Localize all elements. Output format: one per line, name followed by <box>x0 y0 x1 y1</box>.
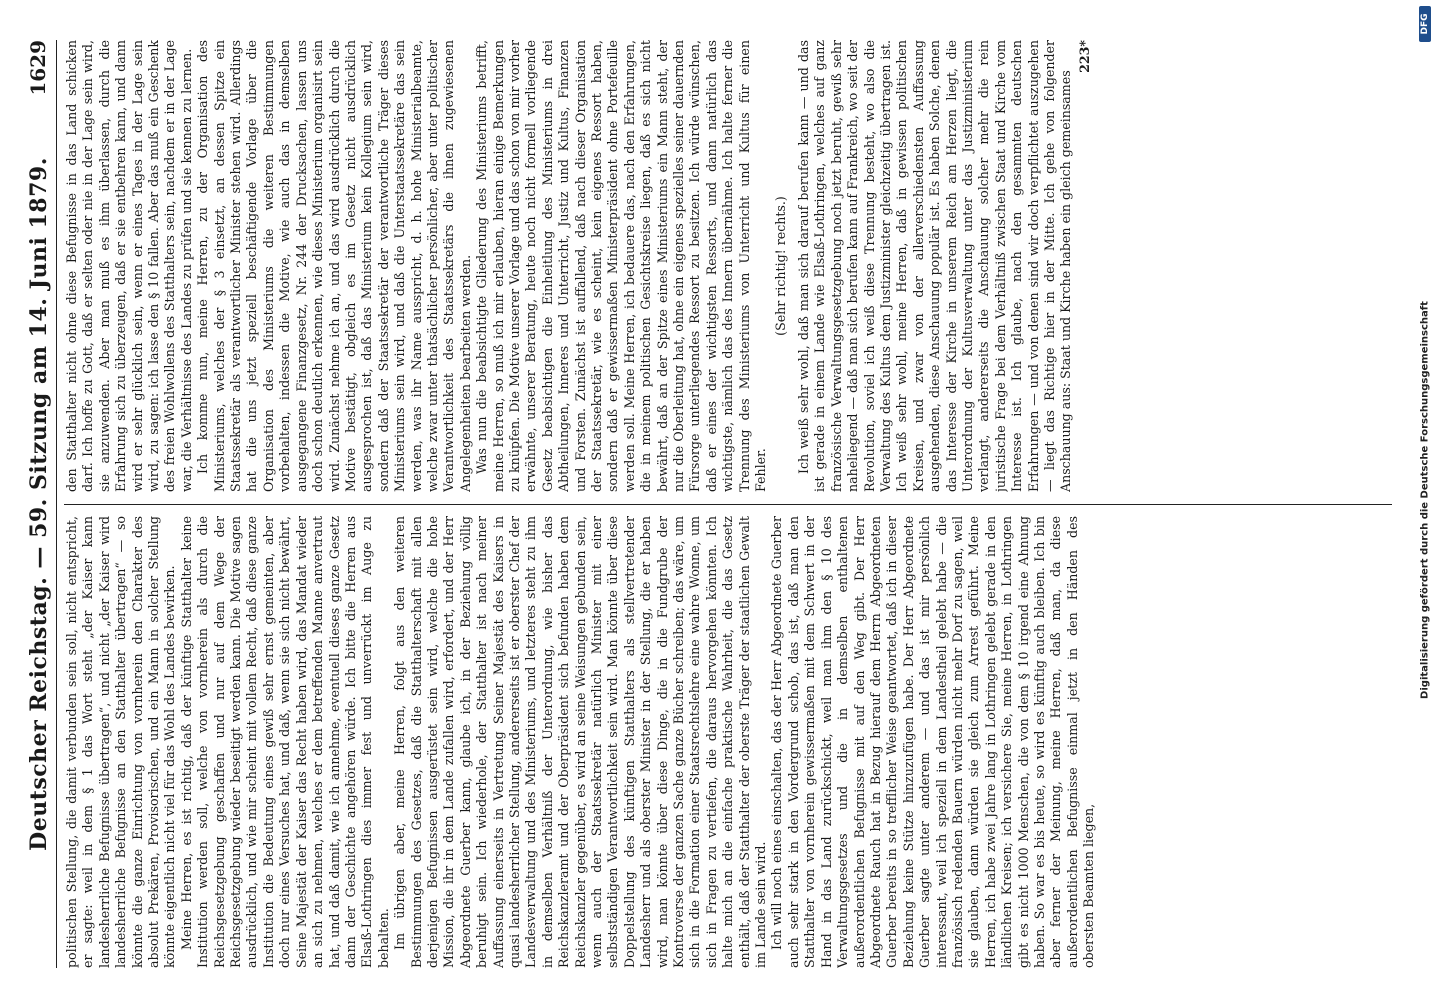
right-column <box>64 40 1392 492</box>
running-head <box>16 40 57 968</box>
paragraph: politischen Stellung, die damit verbunden sein soll, nicht entspricht, er sagte: weil in dem § 1 das Wort steht „der Kaiser kann landesherrliche Befugnisse übertragen“, und nicht „der Kaiser wird landesherrliche Befugnisse an den Statthalter übertragen“ — so könnte die ganze Einrichtung von vornherein den Charakter des absolut Prekären, Provisorischen, und ein Mann in solcher Stellung könnte eigentlich nicht viel für das Wohl des Landes bewirken. <box>64 516 178 968</box>
running-head-title: Deutscher Reichstag. — 59. Sitzung am 14. Juni 1879. <box>26 157 52 851</box>
dfg-logo-text: DFG <box>1420 13 1430 35</box>
column-divider <box>64 504 1392 505</box>
interjection: (Sehr richtig! rechts.) <box>773 196 789 336</box>
paragraph: den Statthalter nicht ohne diese Befugnisse in das Land schicken darf. Ich hoffe zu Gott, daß er selten oder nie in der Lage sein wird, sie anzuwenden. Aber man muß es ihm überlassen, durch die Erfahrung sich zu überzeugen, daß er sie entbehren kann, und dann wird er sehr glücklich sein, wenn er eines Tages in der Lage sein wird, zu sagen: ich lasse den § 10 fallen. Aber das muß ein Geschenk des freien Wohlwollens des Statthalters sein, nachdem er in der Lage war, die Verhältnisse des Landes zu prüfen und sie kennen zu lernen. <box>64 40 194 492</box>
paragraph: Meine Herren, es ist richtig, daß der künftige Statthalter keine Institution werden soll, welche von vornherein als durch die Reichsgesetzgebung geschaffen und nur auf dem Wege der Reichsgesetzgebung wieder beseitigt werden kann. Die Motive sagen ausdrücklich, und wie mir scheint mit vollem Recht, daß diese ganze Institution die Bedeutung eines gewiß sehr ernst gemeinten, aber doch nur eines Versuches hat, und daß, wenn sie sich nicht bewährt, Seine Majestät der Kaiser das Recht haben wird, das Mandat wieder an sich zu nehmen, welches er dem betreffenden Manne anvertraut hat, und daß damit, wie ich annehme, eventuell dieses ganze Gesetz dann der Geschichte angehören würde. Ich bitte die Herren aus Elsaß-Lothringen dies immer fest und unverrückt im Auge zu behalten. <box>178 516 391 968</box>
paragraph: Ich will noch eines einschalten, das der Herr Abgeordnete Guerber auch sehr stark in den Vordergrund schob, das ist, daß man den Statthalter von vornherein gewissermaßen mit dem Schwert in der Hand in das Land zurückschickt, weil man ihm den § 10 des Verwaltungsgesetzes und die in demselben enthaltenen außerordentlichen Befugnisse mit auf den Weg gibt. Der Herr Abgeordnete Rauch hat in Bezug hierauf dem Herrn Abgeordneten Guerber bereits in so trefflicher Weise geantwortet, daß ich in dieser Beziehung keine Stütze hinzuzufügen habe. Der Herr Abgeordnete Guerber sagte unter anderem — und das ist mir persönlich interessant, weil ich speziell in dem Landestheil gelebt habe — die französisch redenden Bauern würden nicht mehr Dorf zu sagen, weil sie glauben, dann würden sie gleich zum Arrest geführt. Meine Herren, ich habe zwei Jahre lang in Lothringen gelebt gerade in den ländlichen Kreisen; ich versichere Sie, meine Herren, in Lothringen gibt es nicht 1000 Menschen, die von dem § 10 irgend eine Ahnung haben. So war es bis heute, so wird es künftig auch bleiben. Ich bin aber ferner der Meinung, meine Herren, daß man, da diese außerordentlichen Befugnisse einmal jetzt in den Händen des obersten Beamten liegen, <box>769 516 1097 968</box>
signature-mark: 223* <box>1076 40 1092 73</box>
paragraph: Ich weiß sehr wohl, daß man sich darauf berufen kann — und das ist gerade in einem Lande wie Elsaß-Lothringen, welches auf ganz französische Verwaltungsgesetzgebung noch jetzt beruht, gewiß sehr naheliegend — daß man sich berufen kann auf Frankreich, wo seit der Revolution, soviel ich weiß diese Trennung besteht, wo also die Verwaltung des Kultus dem Justizminister gleichzeitig übertragen ist. Ich weiß sehr wohl, meine Herren, daß in gewissen politischen Kreisen, und zwar von der allerverschiedensten Auffassung ausgehenden, diese Anschauung populär ist. Es haben Solche, denen das Interesse der Kirche in unserem Reich am Herzen liegt, die Unterordnung der Kultusverwaltung unter das Justizministerium verlangt, andererseits die Anschauung solcher mehr die rein juristische Frage bei dem Verhältniß zwischen Staat und Kirche vom Interesse ist. Ich glaube, nach den gesammten deutschen Erfahrungen — und von denen sind wir doch verpflichtet auszugehen — liegt das Richtige hier in der Mitte. Ich gehe von folgender Anschauung aus: Staat und Kirche haben ein gleich gemeinsames <box>795 40 1074 492</box>
paragraph: Im übrigen aber, meine Herren, folgt aus den weiteren Bestimmungen des Gesetzes, daß die Statthalterschaft mit allen derjenigen Befugnissen ausgerüstet sein wird, welche die hohe Mission, die ihr in dem Lande zufallen wird, erfordert, und der Herr Abgeordnete Guerber kann, glaube ich, in der Beziehung völlig beruhigt sein. Ich wiederhole, der Statthalter ist nach meiner Auffassung einerseits in Vertretung Seiner Majestät des Kaisers in quasi landesherrlicher Stellung, andererseits ist er oberster Chef der Landesverwaltung und des Ministeriums, und letzteres steht zu ihm in demselben Verhältniß der Unterordnung, wie bisher das Reichskanzleramt und der Oberpräsident sich befunden haben dem Reichskanzler gegenüber, es wird an seine Weisungen gebunden sein, wenn auch der Staatssekretär natürlich Minister mit einer selbstständigen Verantwortlichkeit sein wird. Man könnte über diese Doppelstellung des künftigen Statthalters als stellvertretender Landesherr und als oberster Minister in der Stellung, die er haben wird, man könnte über diese Dinge, die in die Fundgrube der Kontroverse der ganzen Sache ganze Bücher schreiben; das wäre, um sich in die Formation einer Staatsrechtslehre eine wahre Wonne, um sich in Fragen zu vertiefen, die daraus hervorgehen könnten. Ich halte mich an die einfache praktische Wahrheit, die das Gesetz enthält, daß der Statthalter der oberste Träger der staatlichen Gewalt im Lande sein wird. <box>392 516 769 968</box>
paragraph: Ich komme nun, meine Herren, zu der Organisation des Ministeriums, welches der § 3 einsetzt, an dessen Spitze ein Staatssekretär als verantwortlicher Minister stehen wird. Allerdings hat die uns jetzt speziell beschäftigende Vorlage über die Organisation des Ministeriums die weiteren Bestimmungen vorbehalten, indessen die Motive, wie auch das in demselben ausgegangene Finanzgesetz, Nr. 244 der Drucksachen, lassen uns doch schon deutlich erkennen, wie dieses Ministerium organisirt sein wird. Zunächst nehme ich an, und das wird ausdrücklich durch die Motive bestätigt, obgleich es im Gesetz nicht ausdrücklich ausgesprochen ist, daß das Ministerium kein Kollegium sein wird, sondern daß der Staatssekretär der verantwortliche Träger dieses Ministeriums sein wird, und daß die Unterstaatssekretäre das sein werden, was ihr Name ausspricht, d. h. hohe Ministerialbeamte, welche zwar unter thatsächlicher persönlicher, aber unter politischer Verantwortlichkeit des Staatssekretärs die ihnen zugewiesenen Angelegenheiten bearbeiten werden. <box>195 40 473 492</box>
page-number: 1629 <box>26 40 50 96</box>
left-column <box>64 516 1392 968</box>
dfg-logo <box>1419 6 1431 42</box>
digitization-credit <box>1418 0 1432 1000</box>
paragraph: Was nun die beabsichtigte Gliederung des Ministeriums betrifft, meine Herren, so muß ich mir erlauben, hieran einige Bemerkungen zu knüpfen. Die Motive unserer Vorlage und das schon von mir vorher erwähnte, unserer Beratung, heute noch nicht formell vorliegende Gesetz beabsichtigen die Einheitlung des Ministeriums in drei Abtheilungen, Inneres und Unterricht, Justiz und Kultus, Finanzen und Forsten. Zunächst ist auffallend, daß nach dieser Organisation der Staatssekretär, wie es scheint, kein eigenes Ressort haben, sondern daß er gewissermaßen Ministerpräsident ohne Portefeuille werden soll. Meine Herren, ich bedauere das, nach den Erfahrungen, die in meinem politischen Gesichtskreise liegen, daß es sich nicht bewährt, daß an der Spitze eines Ministeriums ein Mann steht, der nur die Oberleitung hat, ohne ein eigenes spezielles seiner dauernden Fürsorge unterliegendes Ressort zu besitzen. Ich würde wünschen, daß er eines der wichtigsten Ressorts, und dann natürlich das wichtigste, nämlich das des Innern übernähme. Ich halte ferner die Trennung des Ministeriums von Unterricht und Kultus für einen Fehler. <box>474 40 769 492</box>
text-columns <box>64 40 1392 968</box>
credit-text: Digitalisierung gefördert durch die Deutsche Forschungsgemeinschaft <box>1419 301 1431 699</box>
